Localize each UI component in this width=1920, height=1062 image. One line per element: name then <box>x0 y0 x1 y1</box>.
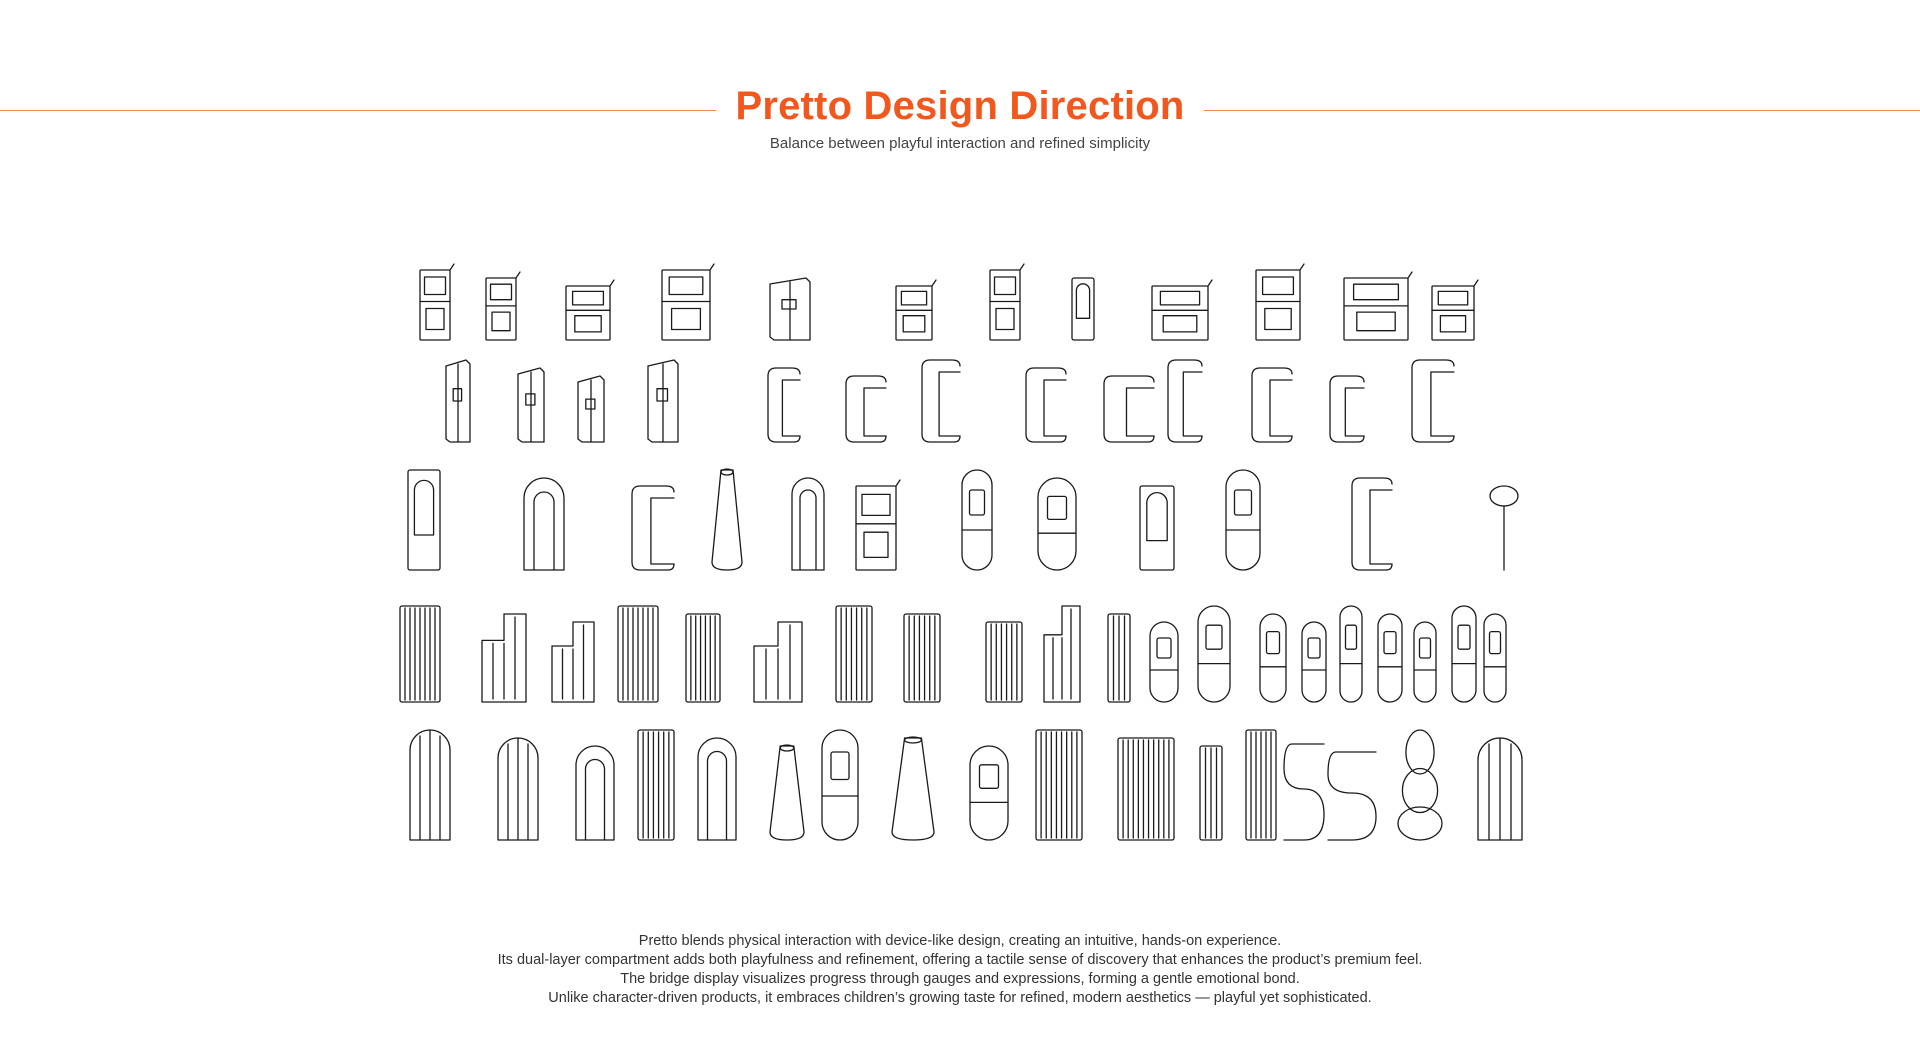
concept-sketch-3-11 <box>1352 478 1392 570</box>
concept-sketch-2-13 <box>1412 360 1454 442</box>
concept-sketch-2-11 <box>1252 368 1292 442</box>
concept-sketch-5-13 <box>1246 730 1276 840</box>
concept-sketch-4-10 <box>1044 606 1080 702</box>
concept-sketch-5-6 <box>770 745 804 840</box>
concept-sketch-5-12 <box>1200 746 1222 840</box>
concept-sketch-1-5 <box>770 278 810 340</box>
concept-sketch-4-11 <box>1108 614 1130 702</box>
concept-sketch-5-14 <box>1284 744 1324 840</box>
concept-sketch-4-7 <box>836 606 872 702</box>
description-line-1: Pretto blends physical interaction with device-like design, creating an intuitive, hands-on experience. <box>638 933 1282 949</box>
concept-sketch-1-7 <box>990 264 1024 340</box>
page-subtitle: Balance between playful interaction and refined simplicity <box>769 135 1151 152</box>
concept-sketch-1-3 <box>566 280 614 340</box>
concept-sketch-4-8 <box>904 614 940 702</box>
concept-sketch-3-4 <box>712 469 742 570</box>
concept-sketch-5-15 <box>1328 752 1376 840</box>
concept-sketch-5-5 <box>698 738 736 840</box>
concept-sketch-2-1 <box>446 360 470 442</box>
concept-sketch-1-4 <box>662 264 714 340</box>
concept-sketch-5-17 <box>1478 738 1522 840</box>
concept-sketch-2-2 <box>518 368 544 442</box>
concept-sketch-2-7 <box>922 360 960 442</box>
concept-sketch-4-18 <box>1414 622 1436 702</box>
concept-sketch-1-11 <box>1344 272 1412 340</box>
concept-sketch-3-10 <box>1226 470 1260 570</box>
concept-sketch-5-16 <box>1398 730 1442 840</box>
description-line-4: Unlike character-driven products, it embraces children’s growing taste for refined, modern aesthetics — playful yet sophisticated. <box>548 990 1372 1006</box>
concept-sketch-5-3 <box>576 746 614 840</box>
concept-sketch-3-8 <box>1038 478 1076 570</box>
concept-sketch-2-4 <box>648 360 678 442</box>
concept-sketch-5-1 <box>410 730 450 840</box>
concept-sketch-5-7 <box>822 730 858 840</box>
concept-sketch-3-2 <box>524 478 564 570</box>
concept-sketch-4-6 <box>754 622 802 702</box>
concept-sketch-3-5 <box>792 478 824 570</box>
concept-sketch-5-10 <box>1036 730 1082 840</box>
concept-sketch-4-12 <box>1150 622 1178 702</box>
concept-sketch-4-20 <box>1484 614 1506 702</box>
concept-sketch-4-4 <box>618 606 658 702</box>
concept-sketch-2-8 <box>1026 368 1066 442</box>
description-line-3: The bridge display visualizes progress through gauges and expressions, forming a gentle emotional bond. <box>620 971 1300 987</box>
concept-sketch-1-9 <box>1152 280 1212 340</box>
concept-sketch-2-6 <box>846 376 886 442</box>
concept-sketch-2-9 <box>1104 376 1154 442</box>
concept-sketch-3-1 <box>408 470 440 570</box>
concept-sketch-2-5 <box>768 368 800 442</box>
concept-sketch-4-2 <box>482 614 526 702</box>
concept-sketch-1-8 <box>1072 278 1094 340</box>
concept-sketch-4-1 <box>400 606 440 702</box>
concept-sketch-1-2 <box>486 272 520 340</box>
concept-sketch-5-2 <box>498 738 538 840</box>
concept-sketch-3-3 <box>632 486 674 570</box>
concept-sketch-5-4 <box>638 730 674 840</box>
concept-sketch-3-7 <box>962 470 992 570</box>
concept-sketch-4-19 <box>1452 606 1476 702</box>
concept-sketch-2-12 <box>1330 376 1364 442</box>
concept-sketch-4-17 <box>1378 614 1402 702</box>
concept-sketch-1-1 <box>420 264 454 340</box>
concept-sketch-4-13 <box>1198 606 1230 702</box>
concept-sketch-3-12 <box>1490 486 1518 570</box>
concept-sketch-2-10 <box>1168 360 1202 442</box>
concept-sketch-4-3 <box>552 622 594 702</box>
concept-sketch-5-11 <box>1118 738 1174 840</box>
description-line-2: Its dual-layer compartment adds both playfulness and refinement, offering a tactile sense of discovery that enhances the product’s premium feel. <box>497 952 1423 968</box>
concept-sketch-1-12 <box>1432 280 1478 340</box>
concept-sketch-3-6 <box>856 480 900 570</box>
concept-sketch-4-15 <box>1302 622 1326 702</box>
concept-sketch-4-16 <box>1340 606 1362 702</box>
concept-sketch-1-10 <box>1256 264 1304 340</box>
concept-sketch-4-5 <box>686 614 720 702</box>
concept-sketch-4-9 <box>986 622 1022 702</box>
concept-sketch-2-3 <box>578 376 604 442</box>
page-title: Pretto Design Direction <box>735 84 1185 128</box>
concept-sketch-5-9 <box>970 746 1008 840</box>
description-block <box>0 932 1920 1008</box>
concept-sketch-5-8 <box>892 737 934 840</box>
concept-sketch-4-14 <box>1260 614 1286 702</box>
concept-sketch-1-6 <box>896 280 936 340</box>
concept-sketch-3-9 <box>1140 486 1174 570</box>
